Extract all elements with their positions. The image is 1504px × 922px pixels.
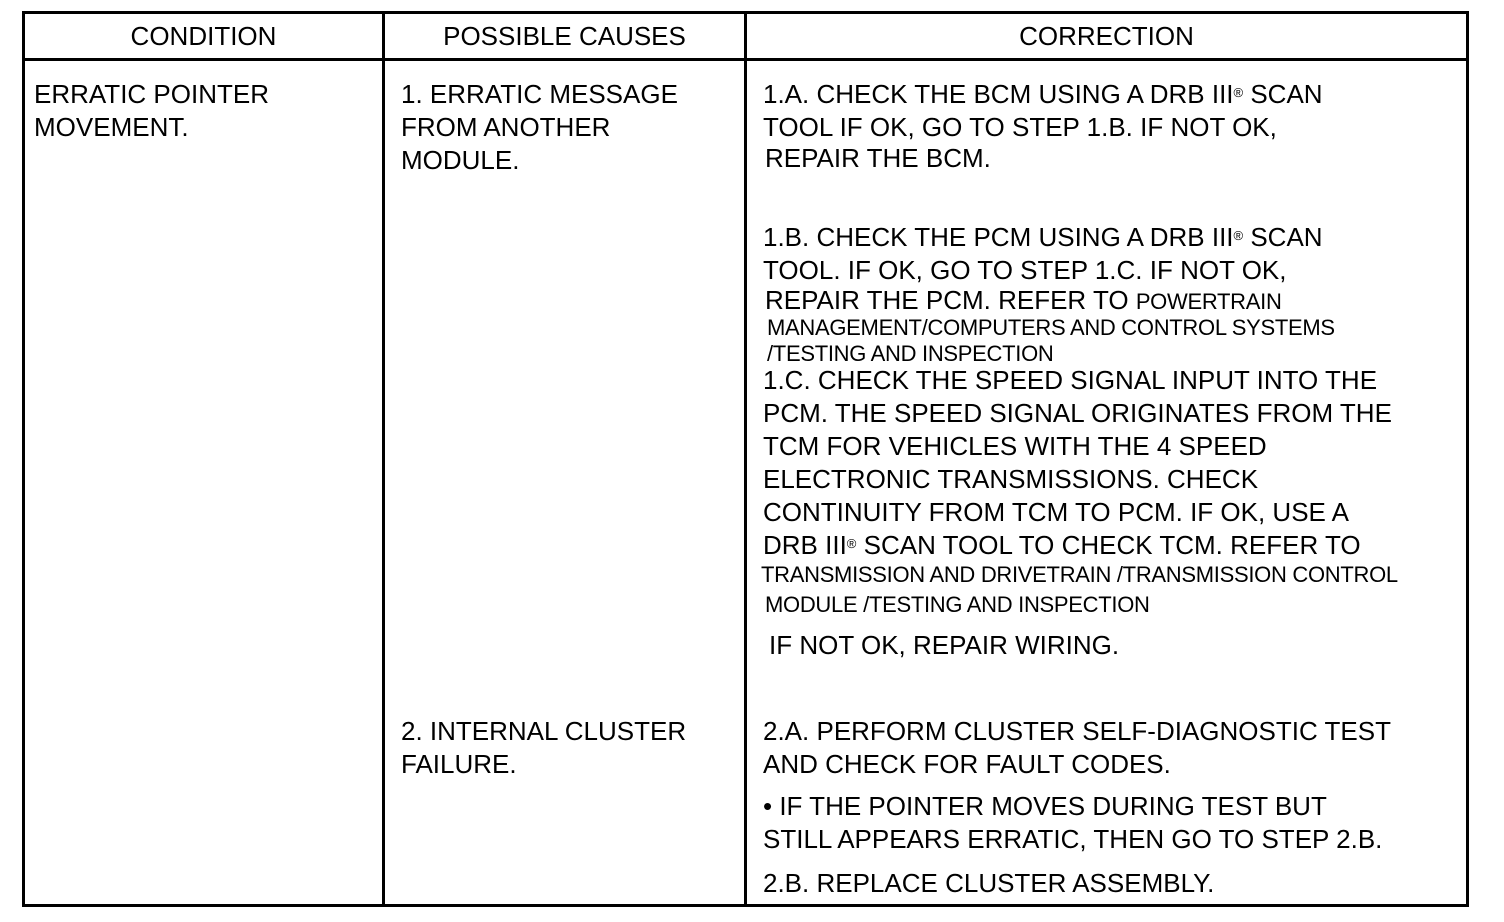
column-divider xyxy=(382,14,385,904)
correction-1b-line-4: MANAGEMENT/COMPUTERS AND CONTROL SYSTEMS xyxy=(767,315,1335,340)
registered-mark: ® xyxy=(1233,228,1244,243)
correction-1b-line-1: 1.B. CHECK THE PCM USING A DRB III® SCAN xyxy=(763,222,1323,252)
header-condition: CONDITION xyxy=(130,21,277,51)
correction-1c-line-2: PCM. THE SPEED SIGNAL ORIGINATES FROM THE xyxy=(763,398,1392,428)
correction-1c-line-3: TCM FOR VEHICLES WITH THE 4 SPEED xyxy=(763,431,1267,461)
registered-mark: ® xyxy=(846,536,857,551)
correction-1a-line-1: 1.A. CHECK THE BCM USING A DRB III® SCAN xyxy=(763,79,1323,109)
correction-1c-line-1: 1.C. CHECK THE SPEED SIGNAL INPUT INTO THE xyxy=(763,365,1378,395)
correction-1c-line-8: MODULE /TESTING AND INSPECTION xyxy=(765,592,1150,617)
cause-2-line-2: FAILURE. xyxy=(401,749,517,779)
correction-1b-line-2: TOOL. IF OK, GO TO STEP 1.C. IF NOT OK, xyxy=(763,255,1287,285)
header-divider xyxy=(25,58,1466,61)
cause-1-line-2: FROM ANOTHER xyxy=(401,112,611,142)
correction-2a-line-2: AND CHECK FOR FAULT CODES. xyxy=(763,749,1171,779)
correction-1c-line-5: CONTINUITY FROM TCM TO PCM. IF OK, USE A xyxy=(763,497,1350,527)
registered-mark: ® xyxy=(1233,85,1244,100)
column-divider xyxy=(744,14,747,904)
condition-line-1: ERRATIC POINTER xyxy=(34,79,269,109)
header-possible-causes: POSSIBLE CAUSES xyxy=(443,21,686,51)
correction-1c-line-4: ELECTRONIC TRANSMISSIONS. CHECK xyxy=(763,464,1259,494)
cause-1-line-3: MODULE. xyxy=(401,145,520,175)
cause-1-line-1: 1. ERRATIC MESSAGE xyxy=(401,79,678,109)
cause-2-line-1: 2. INTERNAL CLUSTER xyxy=(401,716,687,746)
correction-2a-bullet-line-1: • IF THE POINTER MOVES DURING TEST BUT xyxy=(763,791,1327,821)
diagnosis-table xyxy=(22,11,1469,907)
condition-line-2: MOVEMENT. xyxy=(34,112,189,142)
correction-1a-line-2: TOOL IF OK, GO TO STEP 1.B. IF NOT OK, xyxy=(763,112,1277,142)
correction-2a-line-1: 2.A. PERFORM CLUSTER SELF-DIAGNOSTIC TEST xyxy=(763,716,1391,746)
correction-1c-line-6: DRB III® SCAN TOOL TO CHECK TCM. REFER TO xyxy=(763,530,1361,560)
correction-1a-line-3: REPAIR THE BCM. xyxy=(765,143,991,173)
correction-1c-line-9: IF NOT OK, REPAIR WIRING. xyxy=(769,630,1120,660)
correction-2a-bullet-line-2: STILL APPEARS ERRATIC, THEN GO TO STEP 2.B. xyxy=(763,824,1383,854)
correction-1b-line-3: REPAIR THE PCM. REFER TO POWERTRAIN xyxy=(765,285,1282,315)
correction-1c-line-7: TRANSMISSION AND DRIVETRAIN /TRANSMISSION CONTROL xyxy=(761,562,1398,587)
correction-1b-line-5: /TESTING AND INSPECTION xyxy=(767,341,1054,366)
header-correction: CORRECTION xyxy=(1019,21,1194,51)
correction-2b-line-1: 2.B. REPLACE CLUSTER ASSEMBLY. xyxy=(763,868,1215,898)
